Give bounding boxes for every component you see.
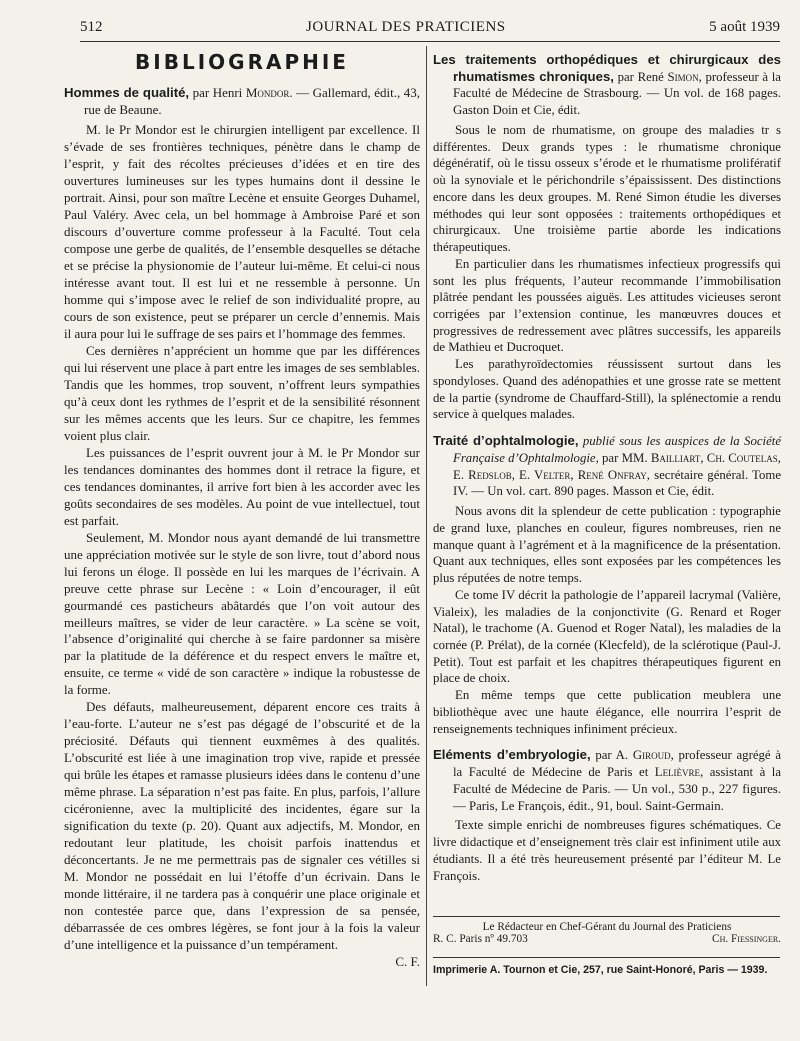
ref-publisher: secrétaire général. Tome IV. — Un vol. cart. 890 pages. Masson et Cie, édit.: [453, 467, 782, 499]
review-paragraph: Nous avons dit la splendeur de cette publication : typographie de grand luxe, planches en couleur, figures nombreuses, rien ne manque quant à l’agrément et à la magnificence de la présentation. Quant aux techniques, elles sont exposées par les compétences les plus réputées de notre temps.: [433, 504, 781, 586]
section-title: BIBLIOGRAPHIE: [135, 50, 349, 74]
reference-embryologie: [433, 747, 781, 814]
signature-text: C. F.: [395, 954, 420, 970]
review-paragraph: Seulement, M. Mondor nous ayant demandé de lui transmettre une appréciation motivée sur le style de son livre, tout d’abord nous lui ferons un éloge. Il possède en lui les marques de l’écrivain. A preuve cette phrase sur Lecène : « Loin d’encourager, il eût gourmandé ces pasticheurs abâtardés que l’on voit autour des meilleurs maîtres, se vider de leur caractère. » La scène se voit, l’absence d’originalité qui cherche à se faire pardonner sa misère par la platitude de la déférence et du respect envers le maître et, ensuite, ce terme « vidé de son caractère » indique la robustesse de la forme.: [64, 529, 420, 698]
review-paragraph: Texte simple enrichi de nombreuses figures schématiques. Ce livre didactique et d’enseignement très clair est infiniment utile aux étudiants. Il a été très heureusement présenté par l’éditeur M. Le François.: [433, 818, 781, 883]
column-divider: [426, 46, 427, 986]
header-rule: [80, 41, 780, 42]
ref-text: par MM.: [598, 450, 651, 465]
reference-simon: [433, 52, 781, 119]
page-number: 512: [80, 18, 103, 35]
ref-author: Giroud: [632, 748, 671, 763]
ref-author: Simon: [667, 69, 699, 84]
review-paragraph: Ces dernières n’apprécient un homme que par les différences qui lui réservent une place à part entre les images de ses semblables. Tandis que les hommes, trop souvent, n’offrent leurs sympathies qu’à ceux dont les rythmes de l’esprit et de la sensibilité résonnent sur les mêmes accents que les leurs. Sur ce chapitre, les femmes voient plus clair.: [64, 342, 420, 443]
review-paragraph: M. le Pr Mondor est le chirurgien intelligent par excellence. Il s’évade de ses frontières techniques, pénètre dans le champ de l’esprit, y fait des récoltes précieuses d’idées et en tire des ouvertures lumineuses sur les types humains dont il dessine le portrait. Ainsi, pour son maître Lecène et ensuite Georges Duhamel, Paul Valéry. Avec cela, un bel hommage à Ambroise Paré et son discours d’ouverture comme professeur à la Faculté. Tout cela compose une gerbe de qualités, de l’ensemble desquelles se détache et se précise la physionomie de l’auteur lui-même. Et celui-ci nous intéresse avant tout. Il est lui et ne ressemble à personne. Un homme qui s’impose avec le relief de son individualité propre, au cours de son existence, peut se préparer un cercle d’ennemis. Mais il aura pour lui le suffrage de ses pairs et l’hommage des femmes.: [64, 121, 420, 341]
ref-title: Hommes de qualité,: [64, 84, 190, 100]
footer-editor-name: Ch. Fiessinger.: [712, 933, 781, 945]
right-column: [433, 52, 781, 894]
ref-text: par A.: [590, 748, 633, 763]
ref-publisher: , professeur à la Faculté de Médecine de Strasbourg. — Un vol. de 168 pages. Gaston Doin et Cie, édit.: [453, 69, 781, 118]
running-header: [80, 14, 780, 40]
review-paragraph: Ce tome IV décrit la pathologie de l’appareil lacrymal (Valière, Vialeix), les maladies de la conjonctivite (G. Renard et Roger Natal), le trachome (A. Guenod et Roger Natal), les maladies de la cornée (P. Prélat), de la cornée (Klecfeld), de la sclérotique (Paul-J. Petit). Tout est parfait et les chapitres thérapeutiques figurent en place de choix.: [433, 587, 781, 686]
ref-title: Eléments d’embryologie,: [433, 747, 591, 763]
printer-imprint: Imprimerie A. Tournon et Cie, 257, rue Saint-Honoré, Paris — 1939.: [433, 964, 768, 976]
review-paragraph: En même temps que cette publication meublera une bibliothèque avec une haute élégance, elle nourrira l’esprit de renseignements techniques infiniment précieux.: [433, 688, 781, 736]
footer-rule: [433, 957, 780, 958]
left-column: [64, 52, 420, 971]
review-paragraph: Sous le nom de rhumatisme, on groupe des maladies tr s différentes. Deux grands types : le rhumatisme chronique dégénératif, où le tissu osseux s’érode et le rhumatisme prolifératif où la synoviale et le périchondrile s’épaississent. Des distinctions encore dans les deux groupes. M. René Simon étudie les diverses méthodes qui leur sont opposées : traitements orthopédiques et chirurgicaux. Une troisième partie aborde les indications thérapeutiques.: [433, 122, 781, 255]
entry-ophtalmologie: [433, 433, 781, 737]
ref-text: par René: [613, 69, 668, 84]
footer-rule: [433, 916, 780, 917]
entry-rhumatismes: [433, 52, 781, 423]
ref-text: par Henri: [189, 84, 246, 100]
review-paragraph: Les parathyroïdectomies réussissent surtout dans les spondyloses. Quand des adénopathies et une grosse rate se mettent de la partie (syndrome de Chauffard-Still), la splénectomie a rendu service à quelques malades.: [433, 357, 781, 422]
footer-row: [433, 933, 781, 945]
issue-date: 5 août 1939: [709, 18, 780, 35]
entry-embryologie: [433, 747, 781, 884]
footer-rc: R. C. Paris nº 49.703: [433, 933, 528, 945]
reference-mondor: [64, 85, 420, 119]
reference-ophtalmologie: [433, 433, 781, 500]
review-paragraph: En particulier dans les rhumatismes infectieux progressifs qui sont les plus fréquents, l’auteur recommande l’immobilisation plâtrée pendant les poussées aiguës. Les attitudes vicieuses seront corrigées par l’extension continue, les manœuvres douces et progressives de redressement avec plâtres successifs, les appareils de Mathieu et Ducroquet.: [433, 256, 781, 355]
journal-title: JOURNAL DES PRATICIENS: [306, 18, 506, 35]
review-paragraph: Des défauts, malheureusement, déparent encore ces traits à l’eau-forte. L’auteur ne s’est pas dégagé de l’obscurité et de la préciosité. Défauts qui tiennent euxmêmes à des qualités. L’obscurité est liée à une imagination trop vive, rapide et pressée qui brûle les étapes et ramasse plusieurs idées dans le contenu d’une même phrase. La séparation n’est pas faite. En plus, parfois, l’allure cicéronienne, avec la multiplicité des incidentes, égare sur la signification du texte (p. 20). Quant aux adjectifs, M. Mondor, en redoutant leur platitude, les choisit parfois inattendus et déconcertants. Je ne me permettrais pas de signaler ces vétilles si M. Mondor ne possédait en lui l’étoffe d’un écrivain. Dans le monde littéraire, il ne tardera pas à conquérir une place originale et non contestée parce que, dans l’expression de sa pensée, débarrassée de ces ombres légères, se font jour à la fois la valeur d’une intelligence et la puissance d’un tempérament.: [64, 699, 420, 953]
ref-publisher: , assistant à la Faculté de Médecine de Paris. — Un vol., 530 p., 227 figures. — Paris, Le François, édit., 91, boul. Saint-Germain.: [453, 765, 782, 813]
ref-publisher: . — Gallemard, édit., 43, rue de Beaune.: [84, 84, 420, 117]
ref-authors: Bailliart, Ch. Coutelas, E. Redslob, E. Velter, René Onfray,: [453, 450, 781, 482]
footer-editor-line: Le Rédacteur en Chef-Gérant du Journal des Praticiens: [482, 921, 732, 933]
review-paragraph: Les puissances de l’esprit ouvrent jour à M. le Pr Mondor sur les tendances dominantes des hommes dont il retrace la figure, et ces tendances dominantes, il arrive fort bien à les accorder avec les goûts secondaires de ses modèles. Au point de vue intellectuel, tout est parfait.: [64, 444, 420, 528]
ref-author: Mondor: [245, 84, 290, 100]
footer: [433, 921, 781, 945]
ref-title: Les traitements orthopédiques et chirurgicaux des rhumatismes chroniques,: [433, 52, 781, 84]
ref-title: Traité d’ophtalmologie,: [433, 433, 579, 449]
ref-text: , professeur agrégé à la Faculté de Médecine de Paris et: [453, 748, 781, 780]
ref-author: Lelièvre: [654, 765, 701, 780]
ref-italic: publié sous les auspices de la Société Française d’Ophtalmologie,: [453, 434, 781, 465]
